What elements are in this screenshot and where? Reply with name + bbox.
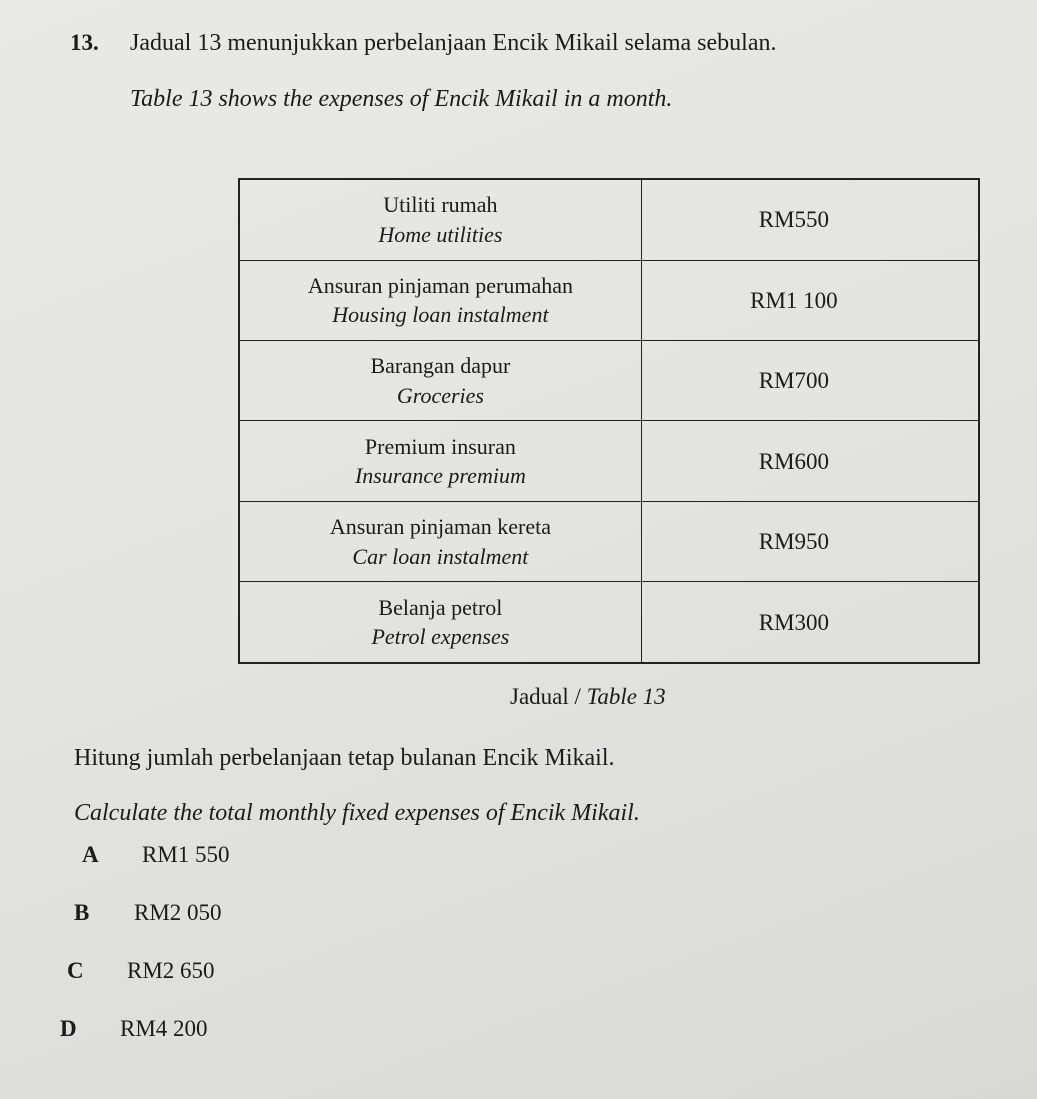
option-letter: A bbox=[82, 842, 99, 867]
expense-amount: RM700 bbox=[641, 341, 979, 421]
expense-amount: RM300 bbox=[641, 582, 979, 663]
expense-amount: RM600 bbox=[641, 421, 979, 501]
expense-label-english: Home utilities bbox=[378, 221, 503, 247]
table-row bbox=[239, 341, 979, 421]
expense-label-malay: Barangan dapur bbox=[370, 353, 511, 379]
instruction-english: Calculate the total monthly fixed expenses of Encik Mikail. bbox=[74, 800, 640, 826]
expense-label-cell bbox=[239, 421, 641, 501]
expense-label-cell bbox=[239, 260, 641, 340]
expense-label-cell bbox=[239, 582, 641, 663]
answer-option-a[interactable] bbox=[82, 842, 230, 868]
table-caption-english: Table 13 bbox=[586, 684, 666, 709]
table-row bbox=[239, 179, 979, 260]
option-value: RM2 650 bbox=[127, 958, 215, 983]
table-row bbox=[239, 421, 979, 501]
table-caption bbox=[510, 684, 666, 710]
table-row bbox=[239, 501, 979, 581]
answer-option-d[interactable] bbox=[60, 1016, 208, 1042]
question-number: 13. bbox=[70, 30, 99, 55]
option-letter: B bbox=[74, 900, 90, 925]
option-letter: C bbox=[67, 958, 84, 983]
expense-amount: RM1 100 bbox=[641, 260, 979, 340]
option-value: RM2 050 bbox=[134, 900, 222, 925]
table-row bbox=[239, 260, 979, 340]
answer-option-c[interactable] bbox=[67, 958, 215, 984]
expense-label-english: Groceries bbox=[396, 382, 484, 408]
instruction-malay: Hitung jumlah perbelanjaan tetap bulanan Encik Mikail. bbox=[74, 745, 615, 771]
table-caption-malay: Jadual / bbox=[510, 684, 587, 709]
expense-label-english: Petrol expenses bbox=[371, 624, 510, 650]
expense-amount: RM950 bbox=[641, 501, 979, 581]
expense-label-malay: Premium insuran bbox=[364, 433, 516, 459]
expense-label-cell bbox=[239, 179, 641, 260]
question-text-english: Table 13 shows the expenses of Encik Mikail in a month. bbox=[130, 86, 673, 112]
expense-label-english: Housing loan instalment bbox=[332, 302, 549, 328]
answer-option-b[interactable] bbox=[74, 900, 222, 926]
table-row bbox=[239, 582, 979, 663]
expenses-table bbox=[238, 178, 980, 664]
expense-label-malay: Utiliti rumah bbox=[383, 192, 498, 218]
expense-label-malay: Ansuran pinjaman perumahan bbox=[307, 272, 573, 298]
question-text-malay: Jadual 13 menunjukkan perbelanjaan Encik Mikail selama sebulan. bbox=[130, 30, 777, 56]
expense-amount: RM550 bbox=[641, 179, 979, 260]
expenses-table-container bbox=[238, 178, 980, 664]
expense-label-malay: Ansuran pinjaman kereta bbox=[329, 514, 551, 539]
expense-label-cell bbox=[239, 501, 641, 581]
option-value: RM1 550 bbox=[142, 842, 230, 867]
expense-label-english: Car loan instalment bbox=[352, 543, 529, 569]
option-value: RM4 200 bbox=[120, 1016, 208, 1041]
expense-label-english: Insurance premium bbox=[354, 463, 526, 489]
expense-label-cell bbox=[239, 341, 641, 421]
expense-label-malay: Belanja petrol bbox=[378, 594, 503, 620]
option-letter: D bbox=[60, 1016, 77, 1041]
